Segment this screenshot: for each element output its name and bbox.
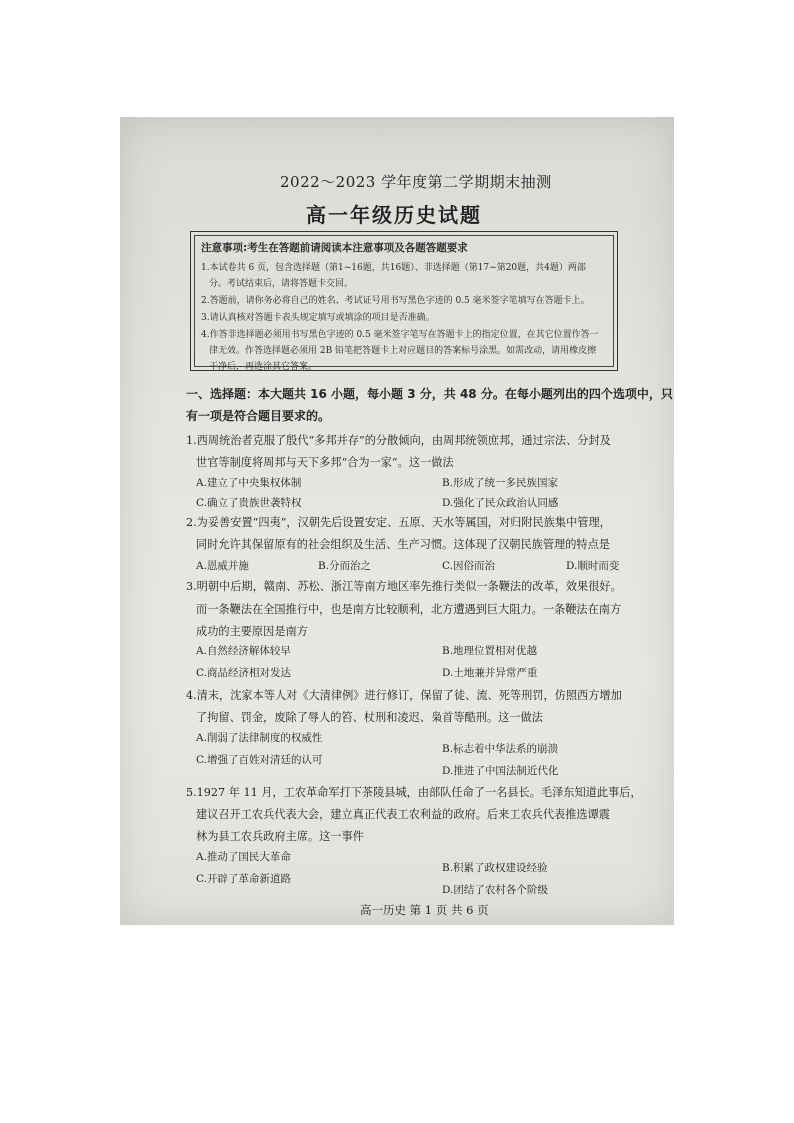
notice-line: 2.答题前，请你务必将自己的姓名、考试证号用书写黑色字迹的 0.5 毫米签字笔填写在答题卡上。 xyxy=(201,296,590,306)
question-5-option-b: B.积累了政权建设经验 xyxy=(442,862,548,874)
page-footer: 高一历史 第 1 页 共 6 页 xyxy=(360,903,489,917)
notice-line: 分。考试结束后，请将答题卡交回。 xyxy=(209,279,354,289)
question-1-stem-cont: 世官等制度将周邦与天下多邦“合为一家”。这一做法 xyxy=(196,456,454,469)
question-1-option-a: A.建立了中央集权体制 xyxy=(196,477,302,489)
question-3-option-c: C.商品经济相对发达 xyxy=(196,667,291,679)
question-3-option-d: D.土地兼并异常严重 xyxy=(442,667,538,679)
question-4-option-c: C.增强了百姓对清廷的认可 xyxy=(196,754,323,766)
exam-paper-photo xyxy=(120,117,674,925)
question-5-option-d: D.团结了农村各个阶级 xyxy=(442,884,548,896)
exam-term-title: 2022～2023 学年度第二学期期末抽测 xyxy=(280,173,552,191)
section-heading-cont: 有一项是符合题目要求的。 xyxy=(186,409,331,423)
notice-line: 律无效。作答选择题必须用 2B 铅笔把答题卡上对应题目的答案标号涂黑。如需改动，请用橡皮擦 xyxy=(209,346,597,356)
question-2-stem: 2.为妥善安置“四夷”，汉朝先后设置安定、五原、天水等属国，对归附民族集中管理， xyxy=(186,516,611,529)
question-3-stem: 3.明朝中后期，赣南、苏松、浙江等南方地区率先推行类似一条鞭法的改革，效果很好。 xyxy=(186,580,622,593)
question-2-option-b: B.分而治之 xyxy=(318,560,372,572)
question-4-option-d: D.推进了中国法制近代化 xyxy=(442,765,559,777)
question-1-stem: 1.西周统治者克服了殷代“多邦并存”的分散倾向，由周邦统领庶邦，通过宗法、分封及 xyxy=(186,434,611,447)
question-5-stem: 5.1927 年 11 月，工农革命军打下茶陵县城，由部队任命了一名县长。毛泽东知道此事后， xyxy=(186,786,642,799)
exam-subject-title: 高一年级历史试题 xyxy=(306,203,482,227)
question-5-option-a: A.推动了国民大革命 xyxy=(196,851,291,863)
notice-line: 干净后，再选涂其它答案。 xyxy=(209,362,318,372)
question-3-option-a: A.自然经济解体较早 xyxy=(196,645,291,657)
question-3-option-b: B.地理位置相对优越 xyxy=(442,645,538,657)
question-5-stem-cont: 林为县工农兵政府主席。这一事件 xyxy=(196,830,364,843)
question-1-option-b: B.形成了统一多民族国家 xyxy=(442,477,559,489)
question-2-stem-cont: 同时允许其保留原有的社会组织及生活、生产习惯。这体现了汉朝民族管理的特点是 xyxy=(196,538,610,551)
notice-line: 4.作答非选择题必须用书写黑色字迹的 0.5 毫米签字笔写在答题卡上的指定位置，在其它位置作答一 xyxy=(201,330,599,340)
question-2-option-c: C.因俗而治 xyxy=(442,560,495,572)
notice-inner-border xyxy=(194,235,614,372)
question-2-option-d: D.顺时而变 xyxy=(566,560,620,572)
notice-line: 1.本试卷共 6 页，包含选择题（第1~16题，共16题）、非选择题（第17~第20题，共4题）两部 xyxy=(201,263,586,273)
question-5-option-c: C.开辟了革命新道路 xyxy=(196,873,291,885)
notice-line: 3.请认真核对答题卡表头规定填写或填涂的项目是否准确。 xyxy=(201,313,435,323)
question-2-option-a: A.恩威并施 xyxy=(196,560,249,572)
question-3-stem-cont: 成功的主要原因是南方 xyxy=(196,625,308,638)
question-4-option-a: A.削弱了法律制度的权威性 xyxy=(196,732,323,744)
question-5-stem-cont: 建议召开工农兵代表大会，建立真正代表工农利益的政府。后来工农兵代表推选谭震 xyxy=(196,808,610,821)
question-4-stem-cont: 了拘留、罚金，废除了辱人的笞、杖刑和凌迟、枭首等酷刑。这一做法 xyxy=(196,711,543,724)
question-4-option-b: B.标志着中华法系的崩溃 xyxy=(442,743,559,755)
notice-box xyxy=(190,231,618,371)
section-heading: 一、选择题：本大题共 16 小题，每小题 3 分，共 48 分。在每小题列出的四个选项中，只 xyxy=(186,387,673,401)
question-3-stem-cont: 而一条鞭法在全国推行中，也是南方比较顺利，北方遭遇到巨大阻力。一条鞭法在南方 xyxy=(196,603,622,616)
question-1-option-d: D.强化了民众政治认同感 xyxy=(442,497,559,509)
notice-heading: 注意事项:考生在答题前请阅读本注意事项及各题答题要求 xyxy=(201,242,468,254)
question-1-option-c: C.确立了贵族世袭特权 xyxy=(196,497,302,509)
question-4-stem: 4.清末，沈家本等人对《大清律例》进行修订，保留了徒、流、死等刑罚，仿照西方增加 xyxy=(186,689,622,702)
